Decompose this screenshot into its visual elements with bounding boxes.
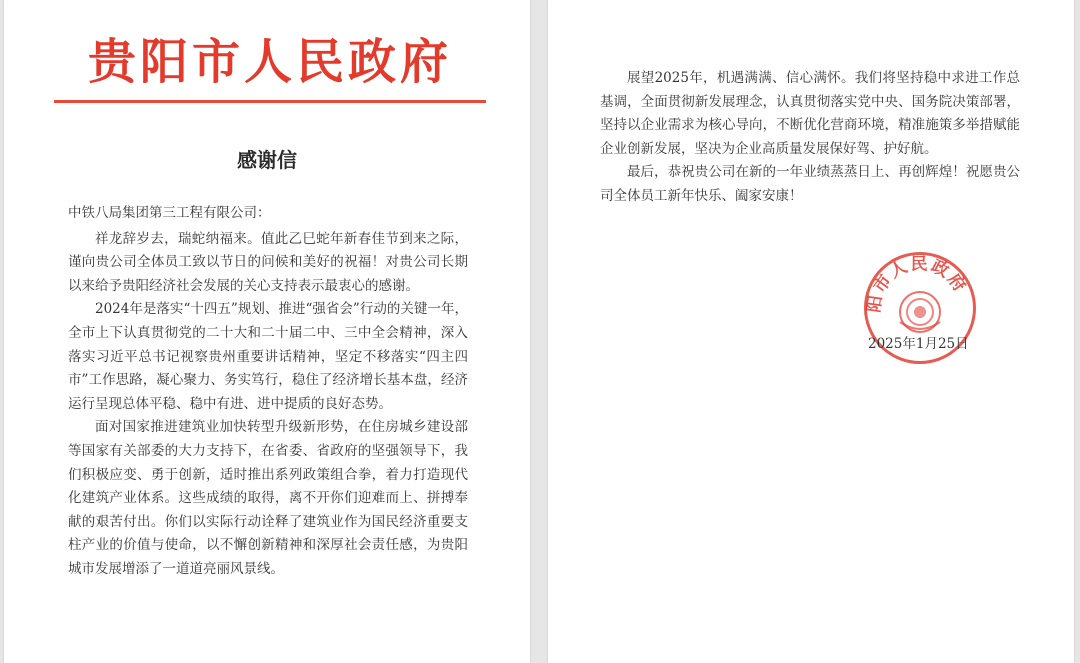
seal-arc-text: 阳市人民政府 [864,254,971,314]
letter-page-left [4,0,530,663]
paragraph-closing-wishes: 最后，恭祝贵公司在新的一年业绩蒸蒸日上、再创辉煌！祝愿贵公司全体员工新年快乐、阖家安康！ [600,164,1020,204]
salutation: 中铁八局集团第三工程有限公司： [68,205,271,221]
paragraph-construction-industry: 面对国家推进建筑业加快转型升级新形势，在住房城乡建设部等国家有关部委的大力支持下，在省委、省政府的坚强领导下，我们积极应变、勇于创新，适时推出系列政策组合拳，着力打造现代化建筑产业体系。这些成绩的取得，离不开你们迎难而上、拼搏奉献的艰苦付出。你们以实际行动诠释了建筑业作为国民经济重要支柱产业的价值与使命，以不懈创新精神和深厚社会责任感，为贵阳城市发展增添了一道道亮丽风景线。 [68,419,468,577]
letter-page-right [548,0,1074,663]
paragraph-outlook-2025: 展望2025年，机遇满满、信心满怀。我们将坚持稳中求进工作总基调，全面贯彻新发展理念，认真贯彻落实党中央、国务院决策部署，坚持以企业需求为核心导向，不断优化营商环境，精准施策多举措赋能企业创新发展，坚决为企业高质量发展保好驾、护好航。 [600,70,1020,157]
paragraph-greeting: 祥龙辞岁去，瑞蛇纳福来。值此乙巳蛇年新春佳节到来之际，谨向贵公司全体员工致以节日的问候和美好的祝福！对贵公司长期以来给予贵阳经济社会发展的关心支持表示最衷心的感谢。 [68,230,468,294]
letter-date: 2025年1月25日 [868,336,969,352]
paragraph-2024-review: 2024年是落实“十四五”规划、推进“强省会”行动的关键一年，全市上下认真贯彻党的二十大和二十届二中、三中全会精神，深入落实习近平总书记视察贵州重要讲话精神，坚定不移落实“四主四市”工作思路，凝心聚力、务实笃行，稳住了经济增长基本盘，经济运行呈现总体平稳、稳中有进、进中提质的良好态势。 [68,301,468,412]
letter-body-left [68,202,468,582]
letter-title: 感谢信 [237,148,297,172]
government-header: 贵阳市人民政府 [87,34,452,90]
svg-text:阳市人民政府 [864,254,971,313]
letter-body-right [600,67,1020,209]
header-red-rule [54,100,486,103]
